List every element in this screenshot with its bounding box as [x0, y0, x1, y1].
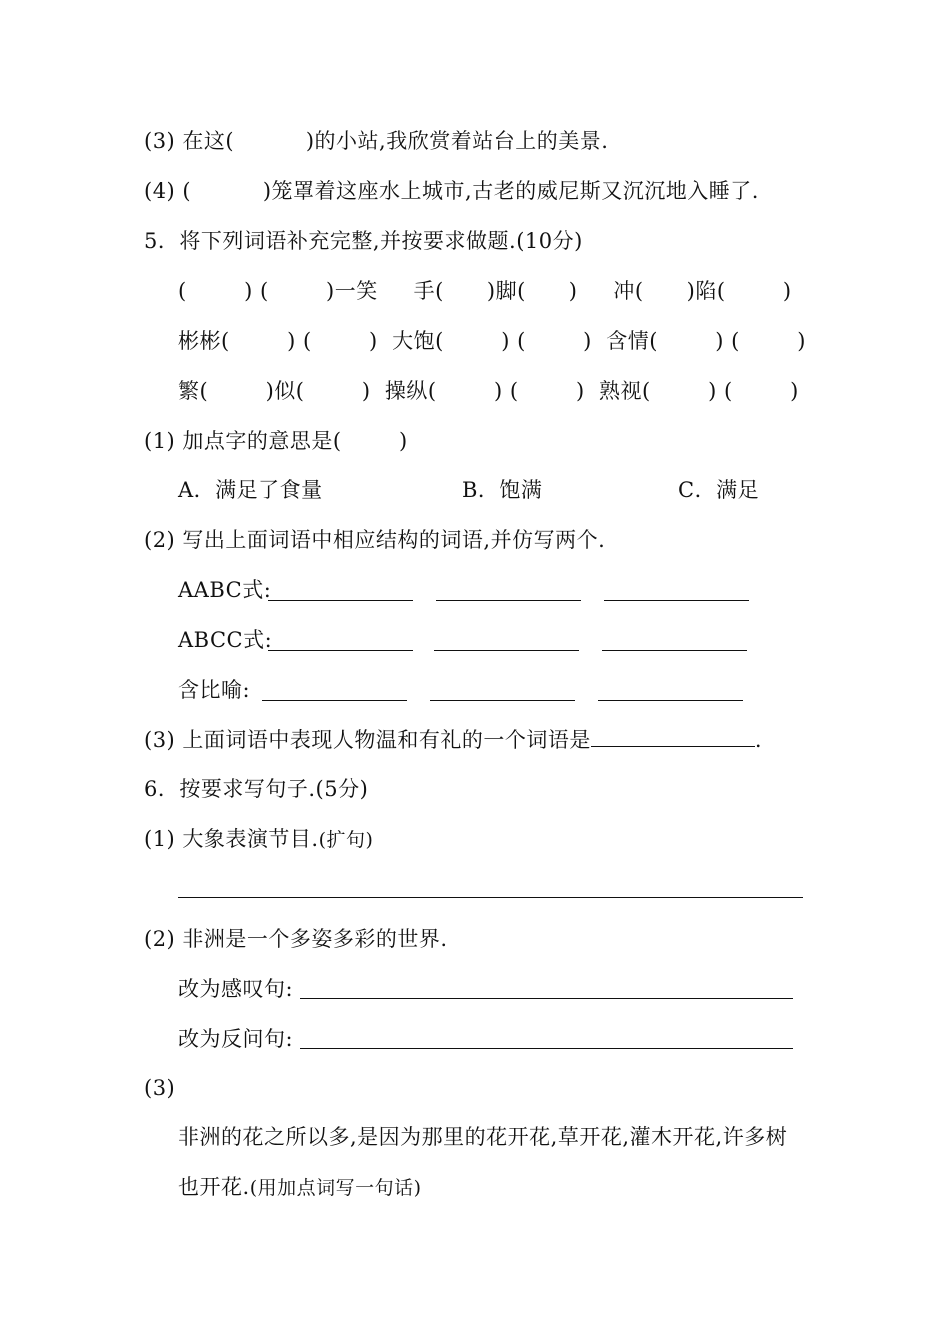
option-c: C．满足 [678, 478, 760, 502]
q4-item-3: (3) 在这( )的小站,我欣赏着站台上的美景. [144, 129, 609, 153]
q5-sub2: (2) 写出上面词语中相应结构的词语,并仿写两个. [144, 528, 606, 552]
q5-word-row-2: 彬彬( ) ( ) 大饱( ) ( ) 含情( ) ( ) [178, 329, 806, 353]
simile-blank-1[interactable] [262, 700, 407, 701]
q6-sub3-number: (3) [144, 1076, 176, 1100]
abcc-blank-1[interactable] [268, 650, 413, 651]
q5-sub3 [144, 725, 762, 755]
aabc-blank-1[interactable] [268, 600, 413, 601]
rhetorical-answer-line[interactable] [300, 1048, 793, 1049]
expand-sentence-answer-line[interactable] [178, 897, 803, 898]
q6-sub1 [144, 824, 373, 855]
q6-sub3-line-2 [178, 1172, 422, 1203]
aabc-blank-2[interactable] [436, 600, 581, 601]
q6-sub3-line-2-text: 也开花. [178, 1175, 250, 1199]
courteous-word-blank[interactable] [591, 726, 755, 747]
option-a: A．满足了食量 [178, 478, 323, 502]
q6-sub3-hint: (用加点词写一句话) [249, 1177, 422, 1199]
aabc-blank-3[interactable] [604, 600, 749, 601]
q6-title: 6．按要求写句子.(5分) [144, 777, 369, 801]
q5-word-row-1: ( ) ( )一笑 手( )脚( ) 冲( )陷( ) [178, 279, 792, 303]
option-b: B．饱满 [462, 478, 543, 502]
abcc-label: ABCC式: [178, 628, 273, 652]
exclaim-answer-line[interactable] [300, 998, 793, 999]
rhetorical-label: 改为反问句: [178, 1027, 301, 1051]
q5-sub3-period: . [754, 728, 763, 752]
q6-sub1-text: (1) 大象表演节目. [144, 827, 319, 851]
q5-sub3-text: (3) 上面词语中表现人物温和有礼的一个词语是 [144, 728, 591, 752]
aabc-label: AABC式: [178, 578, 272, 602]
simile-blank-3[interactable] [598, 700, 743, 701]
simile-label: 含比喻: [178, 678, 258, 702]
simile-blank-2[interactable] [430, 700, 575, 701]
q5-sub1: (1) 加点字的意思是( ) [144, 429, 408, 453]
q5-word-row-3: 繁( )似( ) 操纵( ) ( ) 熟视( ) ( ) [178, 379, 799, 403]
q5-title: 5．将下列词语补充完整,并按要求做题.(10分) [144, 229, 583, 253]
q6-sub1-hint: (扩句) [318, 829, 374, 851]
q4-item-4: (4) ( )笼罩着这座水上城市,古老的威尼斯又沉沉地入睡了. [144, 179, 759, 203]
q6-sub3-line-1: 非洲的花之所以多,是因为那里的花开花,草开花,灌木开花,许多树 [178, 1125, 788, 1149]
abcc-blank-2[interactable] [434, 650, 579, 651]
q6-sub2: (2) 非洲是一个多姿多彩的世界. [144, 927, 448, 951]
exclaim-label: 改为感叹句: [178, 977, 301, 1001]
abcc-blank-3[interactable] [602, 650, 747, 651]
